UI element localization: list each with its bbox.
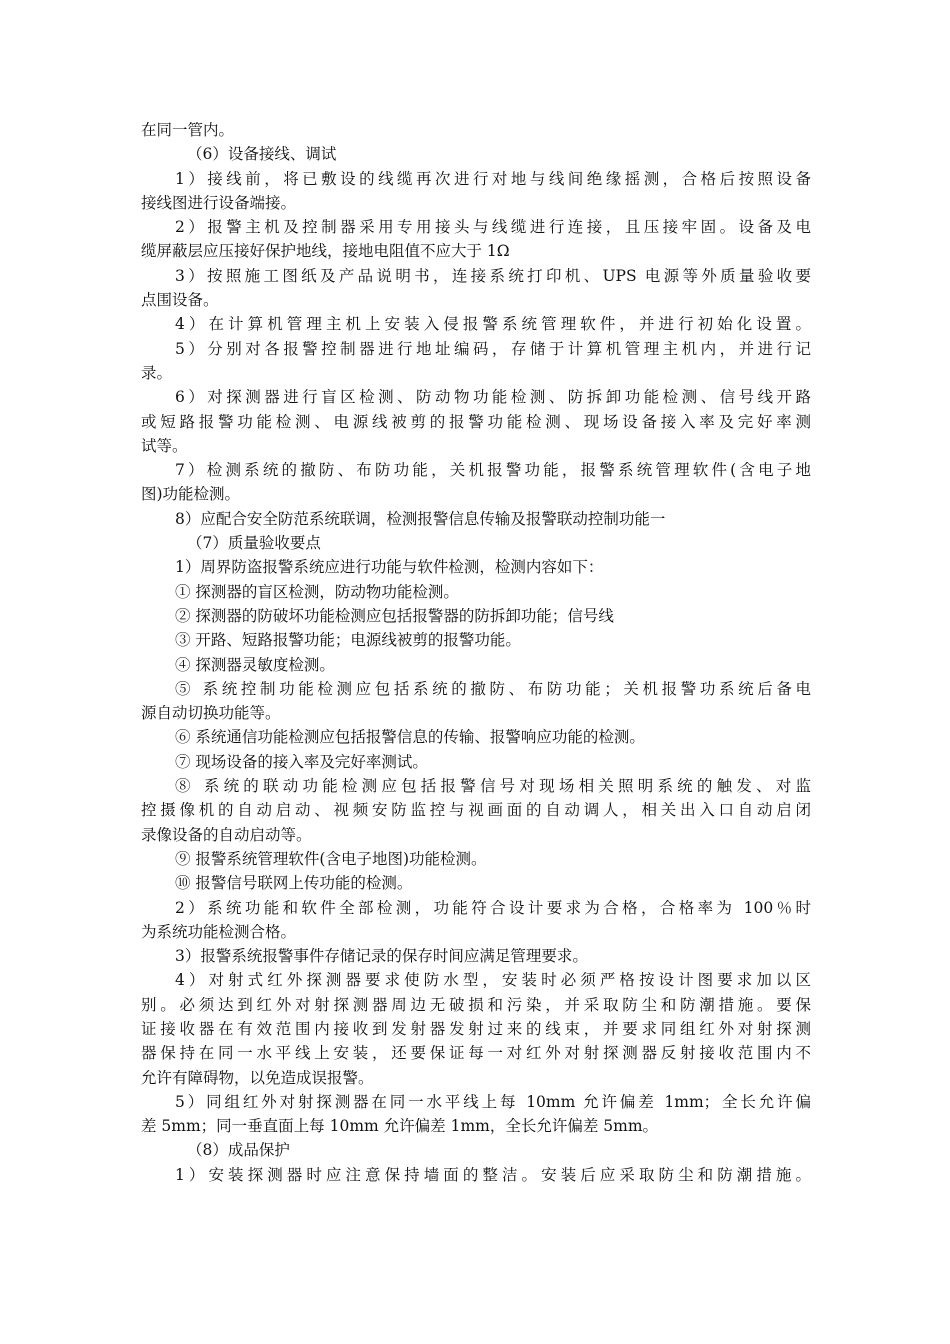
text-line: （7）质量验收要点 (187, 534, 321, 553)
document-page (141, 118, 811, 1187)
text-line: 录。 (141, 363, 173, 382)
text-line: 控摄像机的自动启动、视频安防监控与视画面的自动调人，相关出入口自动启闭 (141, 801, 811, 820)
text-line: 1）接线前，将已敷设的线缆再次进行对地与线间绝缘摇测，合格后按照设备 (175, 169, 811, 188)
text-line: ⑥ 系统通信功能检测应包括报警信息的传输、报警响应功能的检测。 (175, 728, 645, 747)
text-line: 7）检测系统的撤防、布防功能，关机报警功能，报警系统管理软件(含电子地 (175, 461, 811, 480)
text-line: 2）系统功能和软件全部检测，功能符合设计要求为合格，合格率为 100％时 (175, 898, 811, 917)
text-line: 4）在计算机管理主机上安装入侵报警系统管理软件，并进行初始化设置。 (175, 315, 811, 334)
text-line: 允许有障碍物，以免造成误报警。 (141, 1068, 374, 1087)
text-line: ⑦ 现场设备的接入率及完好率测试。 (175, 752, 428, 771)
text-line: 源自动切换功能等。 (141, 704, 281, 723)
text-line: 缆屏蔽层应压接好保护地线，接地电阻值不应大于 1Ω (141, 242, 510, 261)
text-line: 差 5mm；同一垂直面上每 10mm 允许偏差 1mm，全长允许偏差 5mm。 (141, 1117, 659, 1136)
text-line: 1）周界防盗报警系统应进行功能与软件检测，检测内容如下： (175, 558, 604, 577)
text-line: 8）应配合安全防范系统联调，检测报警信息传输及报警联动控制功能一 (175, 509, 666, 528)
text-line: （8）成品保护 (187, 1141, 290, 1160)
text-line: ⑨ 报警系统管理软件(含电子地图)功能检测。 (175, 849, 487, 868)
text-line: 别。必须达到红外对射探测器周边无破损和污染，并采取防尘和防潮措施。要保 (141, 995, 811, 1014)
text-line: ⑤ 系统控制功能检测应包括系统的撤防、布防功能；关机报警功系统后备电 (175, 679, 811, 698)
text-line: 3）报警系统报警事件存储记录的保存时间应满足管理要求。 (175, 947, 588, 966)
text-line: 1）安装探测器时应注意保持墙面的整洁。安装后应采取防尘和防潮措施。 (175, 1165, 811, 1184)
text-line: 4）对射式红外探测器要求使防水型，安装时必须严格按设计图要求加以区 (175, 971, 811, 990)
text-line: 3）按照施工图纸及产品说明书，连接系统打印机、UPS 电源等外质量验收要 (175, 266, 811, 285)
text-line: （6）设备接线、调试 (187, 145, 337, 164)
text-line: ① 探测器的盲区检测，防动物功能检测。 (175, 582, 459, 601)
text-line: ② 探测器的防破坏功能检测应包括报警器的防拆卸功能；信号线 (175, 606, 614, 625)
text-line: 5）同组红外对射探测器在同一水平线上每 10mm 允许偏差 1mm；全长允许偏 (175, 1092, 811, 1111)
text-line: ③ 开路、短路报警功能；电源线被剪的报警功能。 (175, 631, 521, 650)
text-line: 器保持在同一水平线上安装，还要保证每一对红外对射探测器反射接收范围内不 (141, 1044, 811, 1063)
text-line: 6）对探测器进行盲区检测、防动物功能检测、防拆卸功能检测、信号线开路 (175, 388, 811, 407)
text-line: 5）分别对各报警控制器进行地址编码，存储于计算机管理主机内，并进行记 (175, 339, 811, 358)
text-line: 证接收器在有效范围内接收到发射器发射过来的线束，并要求同组红外对射探测 (141, 1019, 811, 1038)
text-line: ⑩ 报警信号联网上传功能的检测。 (175, 874, 413, 893)
text-line: 录像设备的自动启动等。 (141, 825, 312, 844)
text-line: ④ 探测器灵敏度检测。 (175, 655, 335, 674)
text-line: 在同一管内。 (141, 121, 235, 139)
text-line: 接线图进行设备端接。 (141, 193, 297, 212)
text-line: 2）报警主机及控制器采用专用接头与线缆进行连接，且压接牢固。设备及电 (175, 218, 811, 237)
text-line: 点围设备。 (141, 291, 219, 310)
text-line: ⑧ 系统的联动功能检测应包括报警信号对现场相关照明系统的触发、对监 (175, 777, 811, 796)
text-line: 为系统功能检测合格。 (141, 922, 297, 941)
text-line: 或短路报警功能检测、电源线被剪的报警功能检测、现场设备接入率及完好率测 (141, 412, 811, 431)
text-line: 试等。 (141, 436, 188, 455)
text-line: 图)功能检测。 (141, 485, 241, 504)
